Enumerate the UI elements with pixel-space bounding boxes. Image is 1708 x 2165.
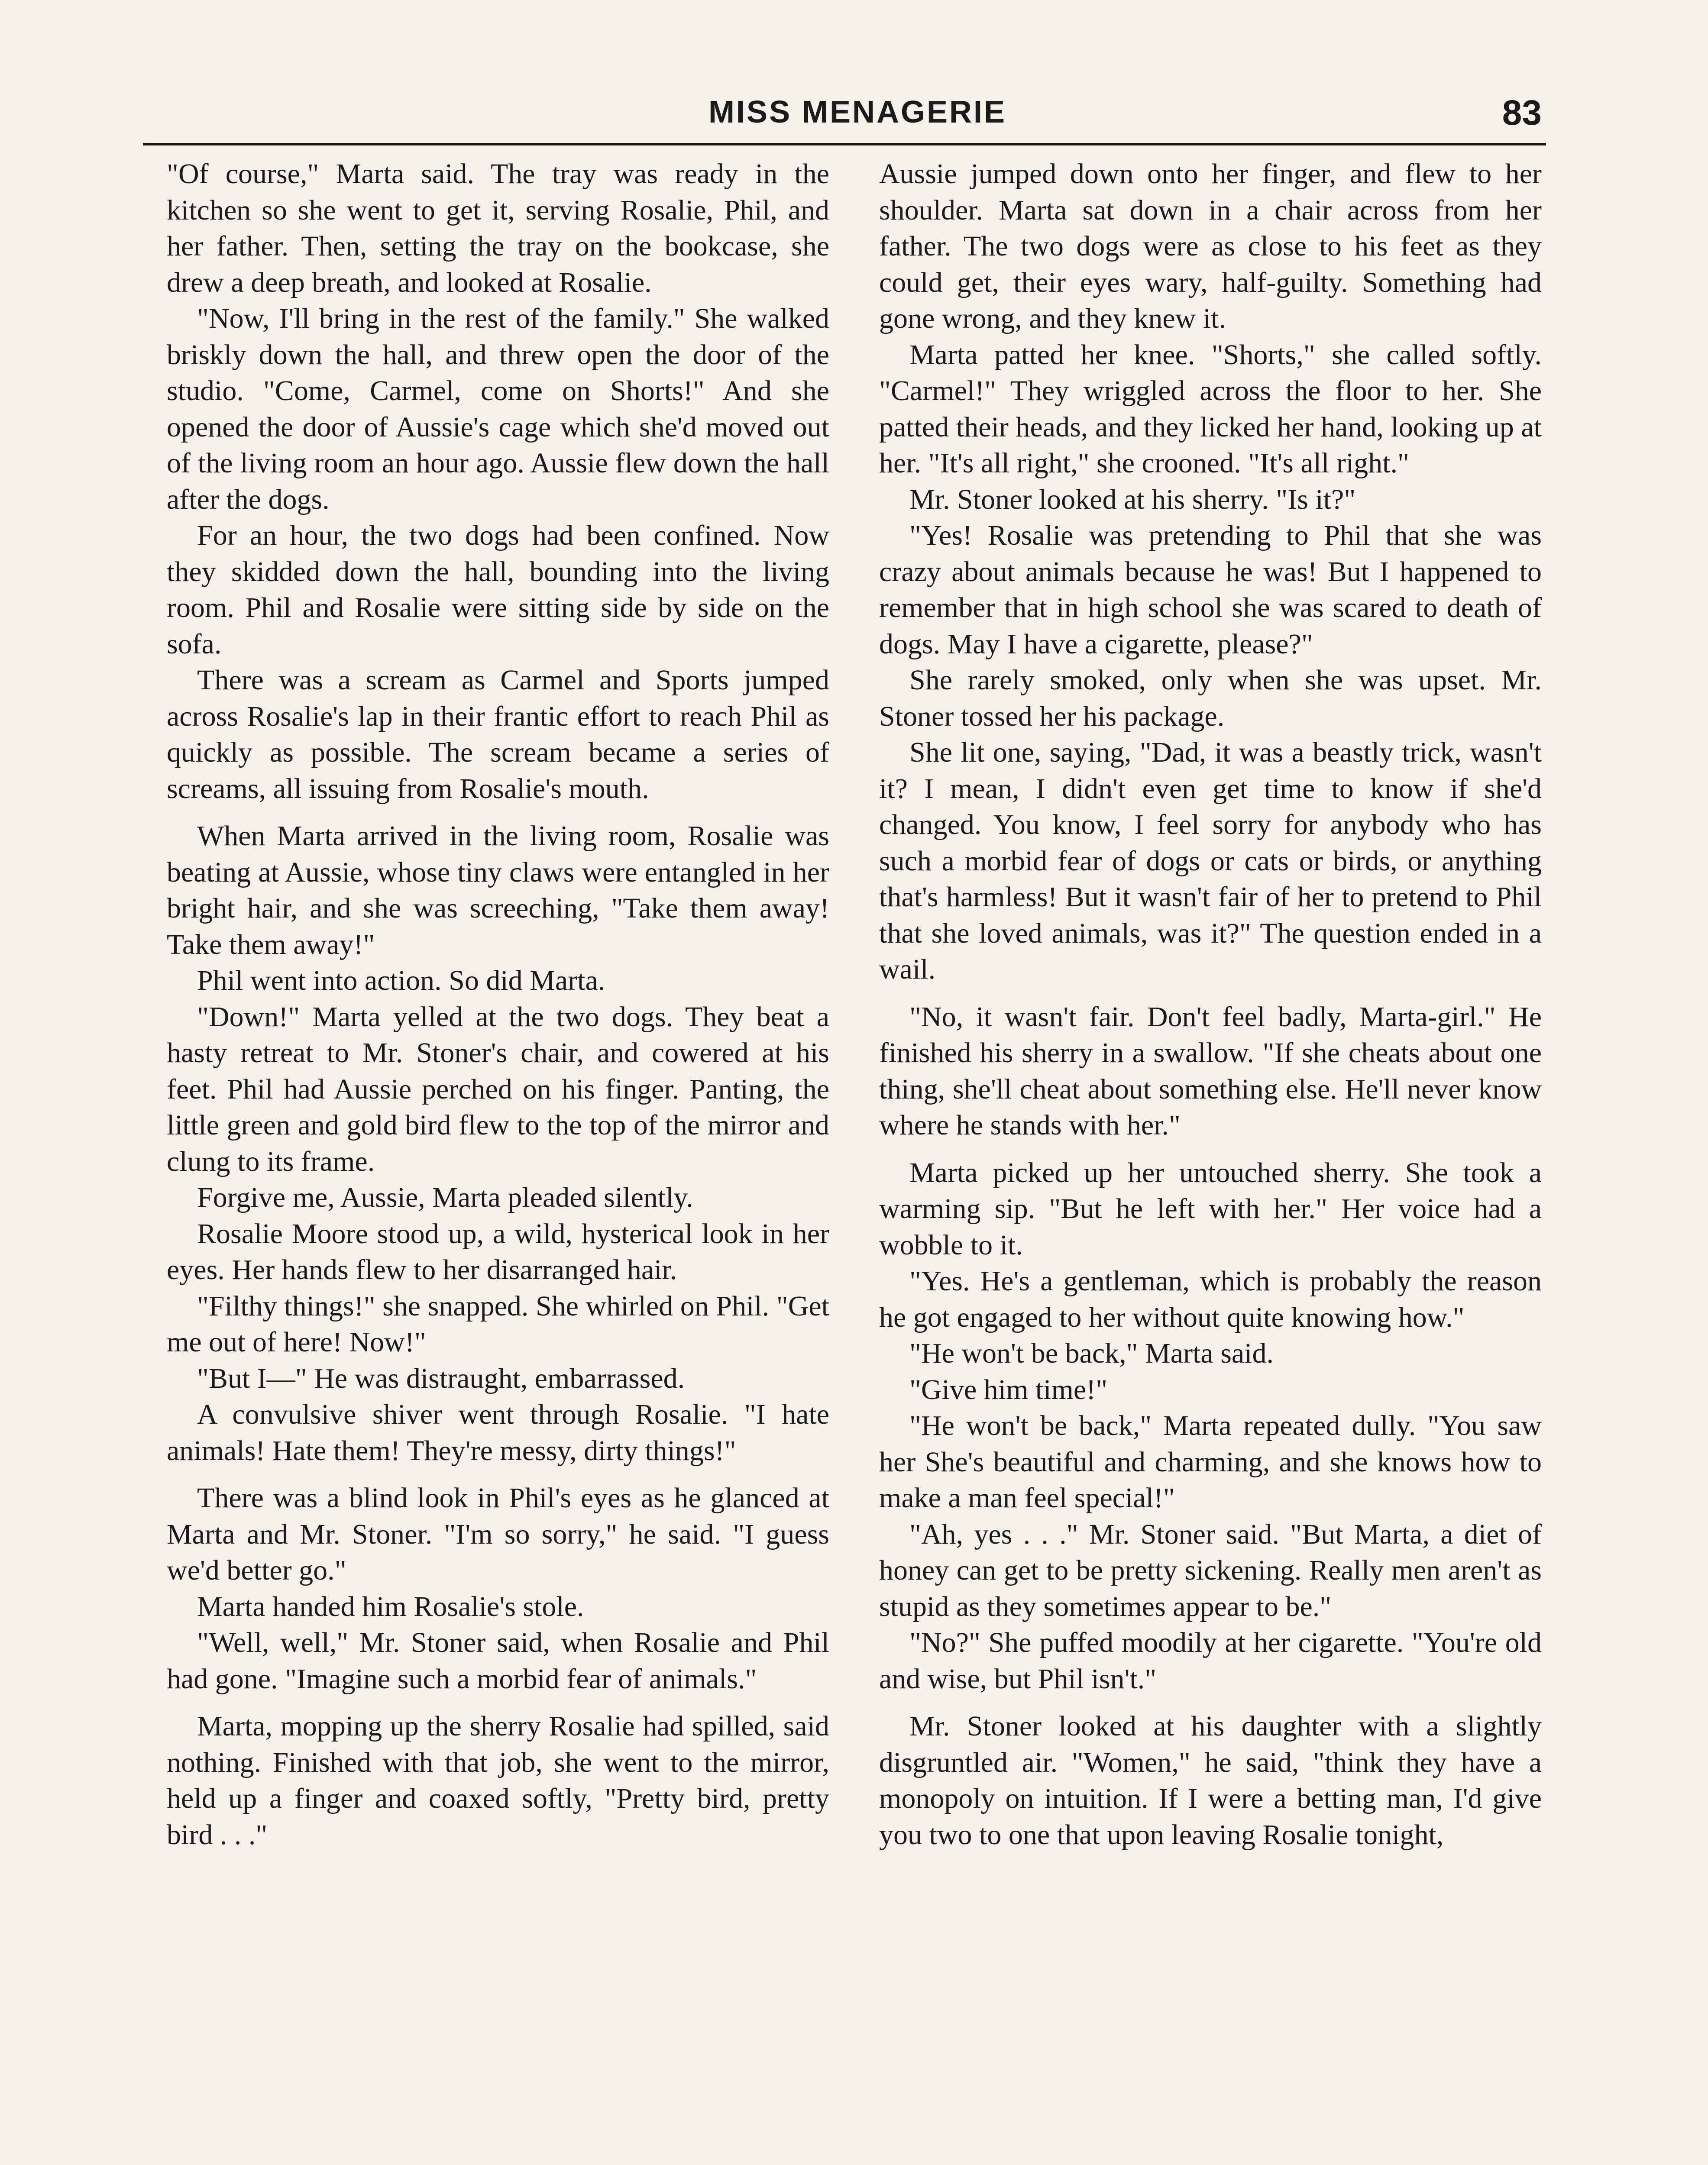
paragraph: "Yes! Rosalie was pretending to Phil that she was crazy about animals because he was! But I happened to remember that in high school she was scared to death of dogs. May I have a cigarette, please?" xyxy=(879,520,1542,660)
paragraph: "Filthy things!" she snapped. She whirled on Phil. "Get me out of here! Now!" xyxy=(167,1290,829,1358)
paragraph: There was a blind look in Phil's eyes as he glanced at Marta and Mr. Stoner. "I'm so sorry," he said. "I guess we'd better go." xyxy=(167,1482,829,1586)
paragraph: "Ah, yes . . ." Mr. Stoner said. "But Marta, a diet of honey can get to be pretty sickening. Really men aren't as stupid as they sometimes appear to be." xyxy=(879,1518,1542,1622)
paragraph: Mr. Stoner looked at his sherry. "Is it?" xyxy=(909,483,1356,515)
paragraph: Mr. Stoner looked at his daughter with a slightly disgruntled air. "Women," he said, "think they have a monopoly on intuition. If I were a betting man, I'd give you two to one that upon leaving Rosalie tonight, xyxy=(879,1710,1542,1851)
left-column xyxy=(167,156,829,2165)
paragraph: "Now, I'll bring in the rest of the family." She walked briskly down the hall, and threw open the door of the studio. "Come, Carmel, come on Shorts!" And she opened the door of Aussie's cage which she'd moved out of the living room an hour ago. Aussie flew down the hall after the dogs. xyxy=(167,303,829,515)
paragraph: Marta handed him Rosalie's stole. xyxy=(197,1590,584,1622)
paragraph: For an hour, the two dogs had been confined. Now they skidded down the hall, bounding into the living room. Phil and Rosalie were sitting side by side on the sofa. xyxy=(167,520,829,660)
paragraph: Marta, mopping up the sherry Rosalie had spilled, said nothing. Finished with that job, she went to the mirror, held up a finger and coaxed softly, "Pretty bird, pretty bird . . ." xyxy=(167,1710,829,1851)
header-rule xyxy=(143,143,1546,145)
paragraph: "He won't be back," Marta said. xyxy=(909,1338,1274,1369)
paragraph: Aussie jumped down onto her finger, and flew to her shoulder. Marta sat down in a chair across from her father. The two dogs were as close to his feet as they could get, their eyes wary, half-guilty. Something had gone wrong, and they knew it. xyxy=(879,158,1542,334)
paragraph: "Well, well," Mr. Stoner said, when Rosalie and Phil had gone. "Imagine such a morbid fear of animals." xyxy=(167,1627,829,1695)
paragraph: "No?" She puffed moodily at her cigarette. "You're old and wise, but Phil isn't." xyxy=(879,1627,1542,1695)
story-title: MISS MENAGERIE xyxy=(708,95,1007,129)
paragraph: Forgive me, Aussie, Marta pleaded silently. xyxy=(197,1182,693,1213)
paragraph: Marta picked up her untouched sherry. She took a warming sip. "But he left with her." Her voice had a wobble to it. xyxy=(879,1157,1542,1261)
paragraph: When Marta arrived in the living room, Rosalie was beating at Aussie, whose tiny claws were entangled in her bright hair, and she was screeching, "Take them away! Take them away!" xyxy=(167,820,829,960)
paragraph: "Give him time!" xyxy=(909,1373,1108,1406)
paragraph: "Of course," Marta said. The tray was ready in the kitchen so she went to get it, serving Rosalie, Phil, and her father. Then, setting the tray on the bookcase, she drew a deep breath, and looked at Rosalie. xyxy=(167,158,829,298)
paragraph: "No, it wasn't fair. Don't feel badly, Marta-girl." He finished his sherry in a swallow. "If she cheats about one thing, she'll cheat about something else. He'll never know where he stands with her." xyxy=(879,1001,1542,1141)
paragraph: She rarely smoked, only when she was upset. Mr. Stoner tossed her his package. xyxy=(879,664,1542,732)
paragraph: She lit one, saying, "Dad, it was a beastly trick, wasn't it? I mean, I didn't even get time to know if she'd changed. You know, I feel sorry for anybody who has such a morbid fear of dogs or cats or birds, or anything that's harmless! But it wasn't fair of her to pretend to Phil that she loved animals, was it?" The question ended in a wail. xyxy=(879,737,1542,985)
right-column xyxy=(879,156,1542,2165)
paragraph: Marta patted her knee. "Shorts," she called softly. "Carmel!" They wriggled across the floor to her. She patted their heads, and they licked her hand, looking up at her. "It's all right," she crooned. "It's all right." xyxy=(879,339,1542,479)
paragraph: "Down!" Marta yelled at the two dogs. They beat a hasty retreat to Mr. Stoner's chair, and cowered at his feet. Phil had Aussie perched on his finger. Panting, the little green and gold bird flew to the top of the mirror and clung to its frame. xyxy=(167,1001,829,1177)
paragraph: Rosalie Moore stood up, a wild, hysterical look in her eyes. Her hands flew to her disarranged hair. xyxy=(167,1218,829,1286)
paragraph: Phil went into action. So did Marta. xyxy=(197,965,605,996)
paragraph: There was a scream as Carmel and Sports jumped across Rosalie's lap in their frantic effort to reach Phil as quickly as possible. The scream became a series of screams, all issuing from Rosalie's mouth. xyxy=(167,664,829,805)
paragraph: "But I—" He was distraught, embarrassed. xyxy=(197,1362,685,1394)
paragraph: "He won't be back," Marta repeated dully. "You saw her She's beautiful and charming, and she knows how to make a man feel special!" xyxy=(879,1410,1542,1514)
paragraph: A convulsive shiver went through Rosalie. "I hate animals! Hate them! They're messy, dirty things!" xyxy=(167,1399,829,1467)
paragraph: "Yes. He's a gentleman, which is probably the reason he got engaged to her without quite knowing how." xyxy=(879,1265,1542,1333)
page-number: 83 xyxy=(1502,93,1542,132)
